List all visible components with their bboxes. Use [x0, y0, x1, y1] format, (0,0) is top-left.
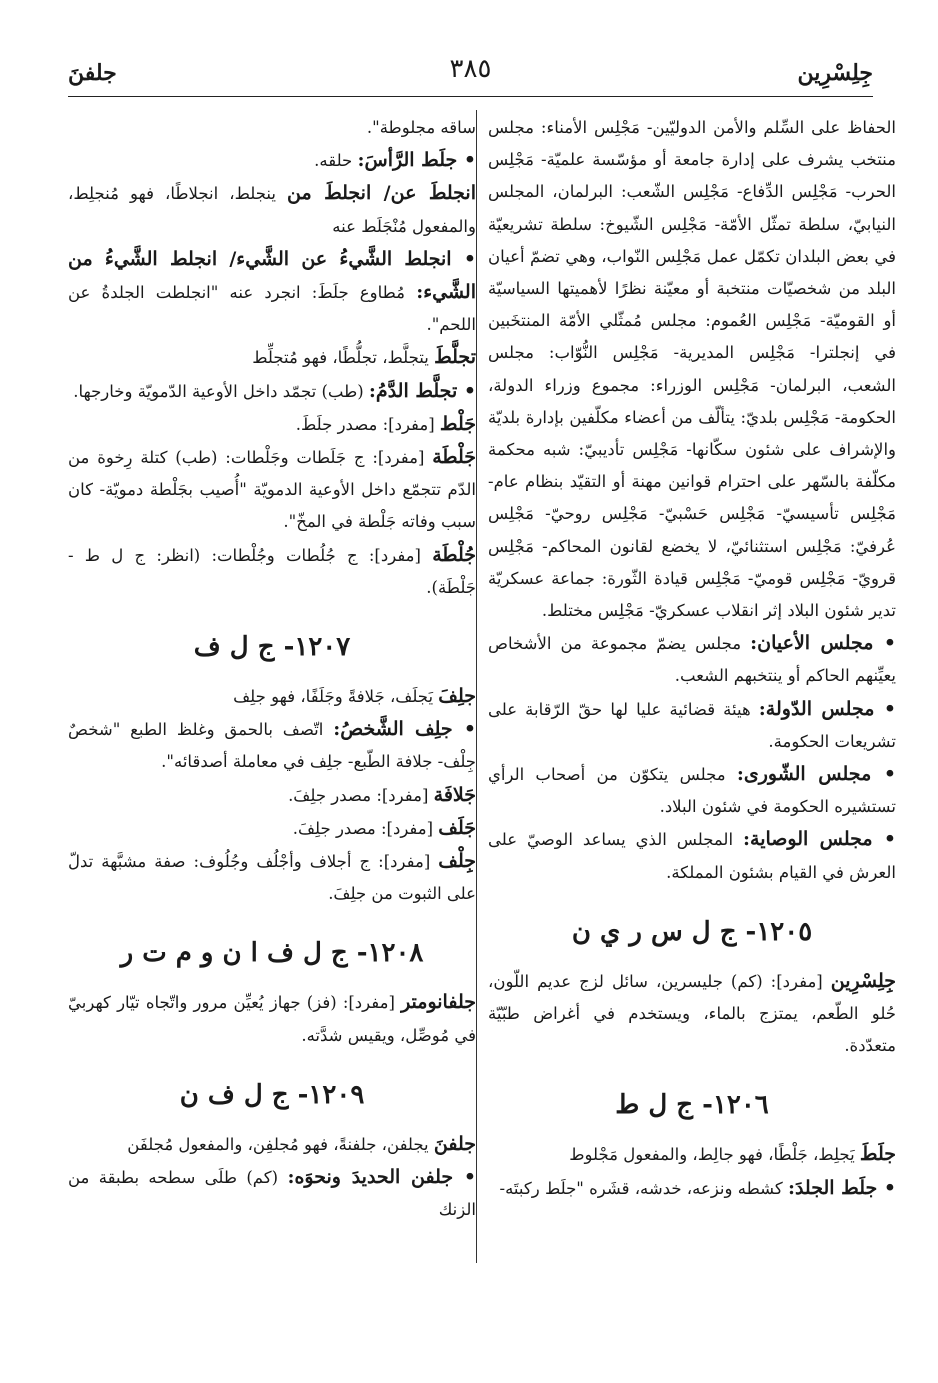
- entry-headword: • مجلس الوصاية:: [743, 828, 897, 851]
- entry-headword: • تجلَّط الدَّمُ:: [368, 379, 476, 402]
- entry-text: [مفرد]: ج جَلَطات وجَلْطات: (طب) كتلة رِخوة من الدّم تتجمّع داخل الأوعية الدمويّة "أُصيب بجَلْطة دمويّة- كان سبب وفاته جَلْطة في المخّ".: [68, 448, 476, 532]
- entry-headword: جِلْف: [438, 850, 476, 873]
- entry-text: اتّصف بالحمق وغلظ الطبع "شخصٌ جِلْف- جلافة الطّبع- جلِف في معاملة أصدقائه".: [68, 720, 476, 772]
- entry-text: هيئة قضائية عليا لها حقّ الرّقابة على تشريعات الحكومة.: [488, 699, 896, 751]
- entry-headword: • مجلس الدّولة:: [758, 697, 896, 720]
- page-header: [68, 50, 873, 97]
- entry-headword: جلِفَ: [438, 685, 476, 708]
- entry-text: [مفرد]: مصدر جلِفَ.: [292, 818, 439, 838]
- entry-paragraph: [488, 1172, 896, 1205]
- entry-paragraph: [488, 1138, 896, 1171]
- entry-paragraph: [68, 112, 476, 144]
- entry-paragraph: [488, 758, 896, 823]
- entry-headword: • جلَط الجلدَ:: [787, 1176, 896, 1199]
- running-head-left: جلفنَ: [68, 60, 117, 86]
- entry-paragraph: [68, 441, 476, 539]
- entry-text: مجلس يتكوّن من أصحاب الرأي تستشيره الحكومة في شئون البلاد.: [488, 765, 896, 817]
- entry-text: حلقه.: [314, 151, 358, 171]
- entry-paragraph: [68, 144, 476, 177]
- entry-text: [مفرد]: مصدر جلَطَ.: [295, 414, 440, 434]
- entry-paragraph: [488, 965, 896, 1063]
- entry-paragraph: [68, 812, 476, 845]
- entry-text: [مفرد]: (كم) جليسرين، سائل لزج عديم اللّون، حُلو الطّعم، يمتزج بالماء، ويستخدم في أغراض طبّيّة متعدّدة.: [488, 971, 896, 1056]
- entry-paragraph: [68, 779, 476, 812]
- entry-paragraph: [68, 539, 476, 604]
- column-divider: [476, 110, 477, 1263]
- entry-headword: • جلفن الحديدَ ونحوَه:: [287, 1166, 476, 1189]
- entry-text: [مفرد]: ج أجلاف وأجْلُف وجُلُوف: صفة مشبَّهة تدلّ على الثبوت من جلِفَ.: [68, 852, 476, 904]
- entry-paragraph: [488, 627, 896, 692]
- entry-text: يجلفن، جلفنةً، فهو مُجلفِن، والمفعول مُجلفَن: [127, 1134, 434, 1154]
- left-column: [68, 112, 476, 1226]
- entry-paragraph: [68, 845, 476, 910]
- entry-paragraph: [68, 1161, 476, 1226]
- page-number: ٣٨٥: [449, 54, 492, 84]
- root-heading: ١٢٠٩- ج ل ف ن: [179, 1079, 365, 1110]
- entry-headword: جَلْط: [439, 412, 476, 435]
- entry-text: الحفاظ على السِّلم والأمن الدوليّين- مَجْلِس الأمناء: مجلس منتخب يشرف على إدارة جامعة أو مؤسّسة علميّة- مَجْلِس الحرب- مَجْلِس الدِّفاع- مَجْلِس الشّعب: البرلمان، المجلس النيابيّ، سلطة تمثّل الأمّة- مَجْلِس الشّيوخ: سلطة تشريعيّة في بعض البلدان تكمّل عمل مَجْلِس النّواب، وهي تضمّ أعيان البلد من شخصيّات منتخبة أو معيّنة نظرًا لأهميتها السياسيّة أو القوميّة- مَجْلِس العُموم: مجلس مُمثّلي الأمّة المنتخَبين في إنجلترا- مَجْلِس المديرية- مَجْلِس النُّوّاب: مجلس الشعب، البرلمان- مَجْلِس الوزراء: مجموع وزراء الدولة، الحكومة- مَجْلِس بلديّ: يتألّف من أعضاء مكلّفين بإدارة بلديّة والإشراف على شئون سكّانها- مَجْلِس تأديبيّ: شبه محكمة مكلّفة بالسّهر على احترام قوانين مهنة أو التقيّد بنظام عام- مَجْلِس تأسيسيّ- مَجْلِس حَسْبيّ- مَجْلِس روحيّ- مَجْلِس عُرفيّ: مَجْلِس استثنائيّ، لا يخضع لقانون المحاكم- مَجْلِس قرويّ- مَجْلِس قوميّ- مَجْلِس قيادة الثّورة: جماعة عسكريّة تدير شئون البلاد إثر انقلاب عسكريّ- مَجْلِس مختلط.: [488, 118, 896, 621]
- entry-headword: انجلطَ عن/ انجلطَ من: [287, 182, 476, 205]
- entry-headword: تجلَّطَ: [434, 346, 476, 369]
- entry-text: (كم) طلَى سطحه بطبقة من الزنك: [68, 1168, 476, 1220]
- entry-headword: • مجلس الشّورى:: [736, 763, 896, 786]
- entry-headword: جلَطَ: [859, 1143, 896, 1166]
- entry-headword: جلفنَ: [433, 1132, 476, 1155]
- entry-paragraph: [68, 680, 476, 713]
- entry-text: مجلس يضمّ مجموعة من الأشخاص يعيِّنهم الحاكم أو ينتخبهم الشعب.: [488, 634, 896, 686]
- entry-text: المجلس الذي يساعد الوصيّ على العرش في القيام بشئون المملكة.: [488, 830, 896, 882]
- entry-text: [مفرد]: (فز) جهاز يُعيِّن مرور واتّجاه تيّار كهربيّ في مُوصِّل، ويقيس شدَّته.: [68, 993, 476, 1045]
- entry-paragraph: [488, 823, 896, 888]
- entry-text: ينجلط، انجلاطًا، فهو مُنجلِط، والمفعول مُنْجَلَط عنه: [68, 184, 476, 236]
- entry-headword: جَلافَة: [433, 783, 476, 806]
- entry-text: [مفرد]: ج جُلُطات وجُلْطات: (انظر: ج ل ط - جَلْطَة).: [68, 545, 476, 597]
- entry-paragraph: [68, 341, 476, 374]
- right-column: [488, 112, 896, 1205]
- entry-headword: جُلْطَة: [432, 543, 476, 566]
- root-heading: ١٢٠٥- ج ل س ر ي ن: [571, 916, 813, 947]
- entry-text: ساقه مجلوطة".: [366, 118, 476, 137]
- entry-paragraph: [68, 986, 476, 1051]
- root-heading: ١٢٠٨- ج ل ف ا ن و م ت ر: [120, 938, 424, 969]
- entry-headword: جِلِسْرِين: [830, 969, 896, 992]
- root-heading: ١٢٠٦- ج ل ط: [615, 1090, 769, 1121]
- entry-text: يَجلِط، جَلْطًا، فهو جالِط، والمفعول مَجْلوط: [569, 1145, 860, 1165]
- entry-headword: • مجلس الأعيان:: [750, 632, 896, 655]
- entry-text: يتجلَّط، تجلُّطًا، فهو مُتجلِّط: [252, 348, 435, 368]
- running-head-right: جِلِسْرِين: [797, 60, 873, 86]
- entry-paragraph: [68, 375, 476, 408]
- entry-paragraph: [488, 693, 896, 758]
- entry-headword: جَلْطَة: [432, 446, 476, 469]
- entry-paragraph: [68, 1128, 476, 1161]
- entry-paragraph: [488, 112, 896, 627]
- entry-text: مُطاوع جلَطَ: انجرد عنه "انجلطت الجلدةُ عن اللحم".: [68, 283, 476, 335]
- entry-text: كشطه ونزعه، خدشه، قشَره "جلَط ركبتَه-: [499, 1178, 788, 1198]
- entry-headword: جَلَف: [438, 816, 476, 839]
- entry-headword: • جلِف الشَّخصُ:: [333, 718, 476, 741]
- entry-paragraph: [68, 177, 476, 242]
- entry-text: (طب) تجمّد داخل الأوعية الدّمويّة وخارجها.: [73, 381, 369, 401]
- entry-headword: • انجلط الشَّيءُ عن الشَّيء/ انجلط الشَّيءُ من الشَّيء:: [68, 247, 476, 304]
- root-heading: ١٢٠٧- ج ل ف: [193, 632, 351, 663]
- entry-text: يَجلَف، جَلافةً وجَلَفًا، فهو جلِف: [233, 687, 439, 707]
- entry-text: [مفرد]: مصدر جلِفَ.: [288, 785, 434, 805]
- entry-paragraph: [68, 243, 476, 342]
- entry-headword: جلفانومتر: [401, 991, 476, 1014]
- entry-headword: • جلَط الرَّأسَ:: [357, 149, 476, 172]
- entry-paragraph: [68, 408, 476, 441]
- entry-paragraph: [68, 713, 476, 778]
